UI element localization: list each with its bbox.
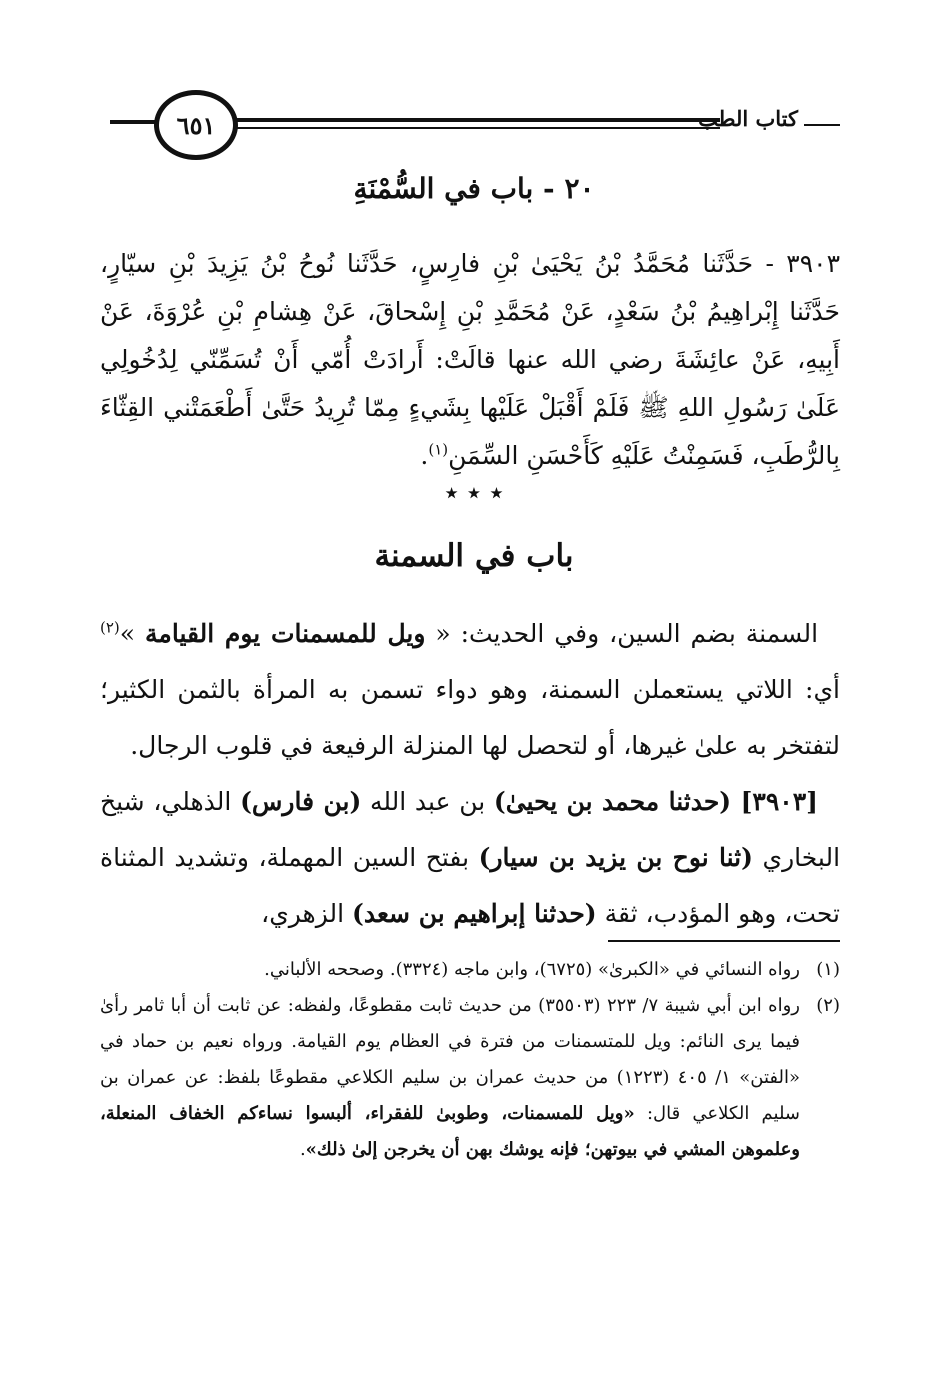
footnote-1 — [100, 952, 840, 988]
para1-bold: ويل للمسمنات يوم القيامة — [145, 619, 426, 648]
section-separator: ٭ ٭ ٭ — [444, 478, 504, 508]
footnote-number: (٢) — [816, 995, 840, 1016]
footnote-divider — [608, 940, 840, 942]
footnote-text: رواه النسائي في «الكبرىٰ» (٦٧٢٥)، وابن ماجه (٣٣٢٤). وصححه الألباني. — [264, 959, 800, 980]
hadith-end: . — [420, 441, 429, 470]
commentary-title: باب في السمنة — [374, 538, 574, 574]
hadith-number-ref: [٣٩٠٣] — [740, 787, 818, 816]
para2-text-4: الزهري، — [261, 899, 353, 928]
para2-text-1: بن عبد الله — [361, 787, 494, 816]
page-number: ٦٥١ — [176, 110, 216, 140]
para1-rest: أي: اللاتي يستعملن السمنة، وهو دواء تسمن به المرأة بالثمن الكثير؛ لتفتخر به علىٰ غيرها، أو لتحصل لها المنزلة الرفيعة في قلوب الرجال. — [100, 675, 840, 760]
narrator-1: (حدثنا محمد بن يحيىٰ) — [493, 787, 741, 816]
narrator-2: (ثنا نوح بن يزيد بن سيار) — [478, 843, 753, 872]
hadith-text: ٣٩٠٣ - حَدَّثَنا مُحَمَّدُ بْنُ يَحْيَىٰ بْنِ فارِسٍ، حَدَّثَنا نُوحُ بْنُ يَزِيدَ بْنِ سيّارٍ، حَدَّثَنا إِبْراهِيمُ بْنُ سَعْدٍ، عَنْ مُحَمَّدِ بْنِ إِسْحاقَ، عَنْ هِشامِ بْنِ عُرْوَةَ، عَنْ أَبِيهِ، عَنْ عائِشَةَ رضي الله عنها قالَتْ: أَرادَتْ أُمّي أَنْ تُسَمِّنّي لِدُخُولِي عَلَىٰ رَسُولِ اللهِ ﷺ فَلَمْ أَقْبَلْ عَلَيْها بِشَيءٍ مِمّا تُرِيدُ حَتَّىٰ أَطْعَمَتْني القِثّاءَ بِالرُّطَبِ، فَسَمِنْتُ عَلَيْهِ كَأَحْسَنِ السِّمَنِ — [100, 249, 840, 470]
footnote-quote: «ويل للمسمنات، وطوبىٰ للفقراء، ألبسوا نساءكم الخفاف المنعلة، وعلموهن المشي في بيوتهن؛ فإنه يوشك بهن أن يخرجن إلىٰ ذلك» — [100, 1103, 800, 1160]
para1-start: السمنة بضم السين، وفي الحديث: « — [425, 619, 819, 648]
commentary-text — [100, 606, 840, 942]
footnote-text: رواه ابن أبي شيبة ٧/ ٢٢٣ (٣٥٥٠٣) من حديث ثابت مقطوعًا، ولفظه: عن ثابت أن أبا ثامر رأىٰ فيما يرى النائم: ويل للمتسمنات من فترة في العظام يوم القيامة. ورواه نعيم بن حماد في «الفتن» ١/ ٤٠٥ (١٢٢٣) من حديث عمران بن سليم الكلاعي مقطوعًا بلفظ: عن عمران بن سليم الكلاعي قال: — [100, 995, 800, 1124]
narrator-3: (حدثنا إبراهيم بن سعد) — [352, 899, 597, 928]
para2-text-3: بفتح السين المهملة، وتشديد المثناة تحت، وهو المؤدب، ثقة — [100, 843, 840, 928]
footnote-text-block — [100, 988, 800, 1168]
para2-text-2: الذهلي، شيخ البخاري — [100, 787, 841, 872]
header-rule — [180, 118, 720, 129]
narrator-1b: (بن فارس) — [240, 787, 362, 816]
commentary-para-1 — [100, 606, 840, 774]
header-rule-left — [110, 120, 160, 124]
commentary-para-2 — [100, 774, 840, 942]
para1-close: » — [119, 619, 146, 648]
page-number-badge — [154, 90, 238, 160]
footnote-number: (١) — [816, 959, 840, 980]
footnote-end: . — [299, 1139, 306, 1160]
footnote-ref-1: (١) — [428, 440, 449, 459]
chapter-title: ٢٠ - باب في السُّمْنَةِ — [353, 172, 595, 205]
footnotes — [100, 952, 840, 1168]
hadith-text-block — [100, 240, 840, 480]
footnote-2 — [100, 988, 840, 1168]
footnote-ref-2: (٢) — [100, 618, 120, 637]
running-title: كتاب الطب — [692, 106, 804, 131]
page-header — [110, 88, 840, 166]
